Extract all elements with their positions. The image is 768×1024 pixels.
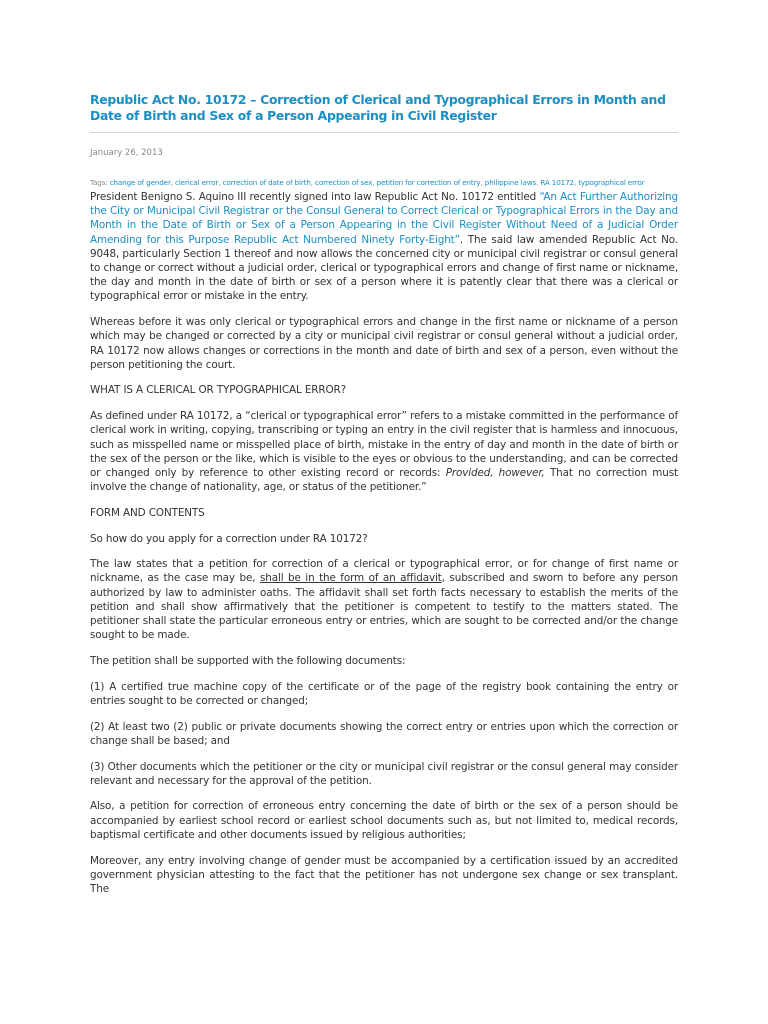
tag-link[interactable]: petition for correction of entry [376, 178, 481, 187]
tags-label: Tags: [90, 178, 110, 187]
tag-separator: , [480, 178, 485, 187]
petition-text-cont: , subscribed and sworn to before any person authorized by law to administer oaths. The affidavit shall set forth facts necessary to establish the merits of the petition and shall show affirmatively that the petitioner is competent to testify to the matters stated. The petitioner shall state the particular erroneous entry or entries, which are sought to be corrected and/or the change sought to be made. [90, 572, 678, 642]
tag-separator: , [573, 178, 579, 187]
tag-list [110, 178, 645, 187]
act-title-link[interactable]: “An Act Further Authorizing the City or Municipal Civil Registrar or the Consul General to Correct Clerical or Typographical Errors in the Day and Month in the Date of Birth or Sex of a Person Appearing in the Civil Register Without Need of a Judicial Order Amending for this Purpose Republic Act Numbered Ninety Forty-Eight” [90, 191, 678, 246]
paragraph-date-of-birth: Also, a petition for correction of erroneous entry concerning the date of birth or the sex of a person should be accompanied by earliest school record or earliest school documents such as, but not limited to, medical records, baptismal certificate and other documents issued by religious authorities; [90, 800, 678, 841]
article-container [90, 92, 678, 908]
tag-separator: , [310, 178, 316, 187]
tag-link[interactable]: RA 10172 [540, 178, 574, 187]
paragraph-petition-form [90, 557, 678, 642]
paragraph-document-2: (2) At least two (2) public or private documents showing the correct entry or entries upon which the correction or change shall be based; and [90, 720, 678, 747]
paragraph-question: So how do you apply for a correction under RA 10172? [90, 532, 368, 545]
tag-link[interactable]: clerical error [175, 178, 219, 187]
paragraph-gender: Moreover, any entry involving change of gender must be accompanied by a certification issued by an accredited government physician attesting to the fact that the petitioner has not undergone sex change or sex transplant. The [90, 854, 678, 895]
tag-link[interactable]: philippine laws [484, 178, 537, 187]
tag-link[interactable]: correction of sex [315, 178, 373, 187]
article-date: January 26, 2013 [90, 148, 163, 158]
paragraph-definition [90, 409, 678, 494]
definition-text: As defined under RA 10172, a “clerical or typographical error” refers to a mistake committed in the performance of clerical work in writing, copying, transcribing or typing an entry in the civil register that is harmless and innocuous, such as misspelled name or misspelled place of birth, mistake in the entry of day and month in the date of birth or the sex of the person or the like, which is visible to the eyes or obvious to the understanding, and can be corrected or changed only by reference to other existing record or records: [90, 410, 678, 479]
definition-text-cont: That no correction must involve the change of nationality, age, or status of the petitioner.” [90, 466, 678, 494]
intro-text-cont: . The said law amended Republic Act No. 9048, particularly Section 1 thereof and now allows the concerned city or municipal civil registrar or consul general to change or correct without a judicial order, clerical or typographical errors and change of first name or nickname, the day and month in the date of birth or sex of a person where it is patently clear that there was a clerical or typographical error or mistake in the entry. [90, 233, 678, 303]
paragraph-documents-intro: The petition shall be supported with the following documents: [90, 654, 406, 667]
petition-text: The law states that a petition for correction of a clerical or typographical error, or for change of first name or nickname, as the case may be, [90, 558, 678, 585]
tag-separator: , [170, 178, 176, 187]
affidavit-emphasis: shall be in the form of an affidavit [259, 572, 442, 585]
intro-text: President Benigno S. Aquino III recently signed into law Republic Act No. 10172 entitled [90, 191, 540, 203]
title-divider [90, 132, 678, 133]
article-body [90, 190, 678, 896]
heading-clerical-error: WHAT IS A CLERICAL OR TYPOGRAPHICAL ERROR? [90, 384, 347, 397]
tag-separator: , [536, 178, 541, 187]
paragraph-whereas: Whereas before it was only clerical or typographical errors and change in the first name or nickname of a person which may be changed or corrected by a city or municipal civil registrar or consul general without a judicial order, RA 10172 now allows changes or corrections in the month and date of birth and sex of a person, even without the person petitioning the court. [90, 316, 678, 371]
tag-link[interactable]: change of gender [109, 178, 171, 187]
tag-separator: , [372, 178, 377, 187]
tag-link[interactable]: correction of date of birth [222, 178, 311, 187]
tag-link[interactable]: typographical error [578, 178, 645, 187]
tag-separator: , [218, 178, 223, 187]
paragraph-document-1: (1) A certified true machine copy of the certificate or of the page of the registry book containing the entry or entries sought to be corrected or changed; [90, 680, 678, 707]
definition-proviso: Provided, however, [445, 466, 545, 479]
paragraph-document-3: (3) Other documents which the petitioner or the city or municipal civil registrar or the consul general may consider relevant and necessary for the approval of the petition. [90, 760, 678, 787]
article-title[interactable]: Republic Act No. 10172 – Correction of Clerical and Typographical Errors in Month and Date of Birth and Sex of a Person Appearing in Civil Register [90, 92, 666, 123]
paragraph-intro [90, 190, 678, 304]
heading-form-contents: FORM AND CONTENTS [90, 506, 205, 519]
